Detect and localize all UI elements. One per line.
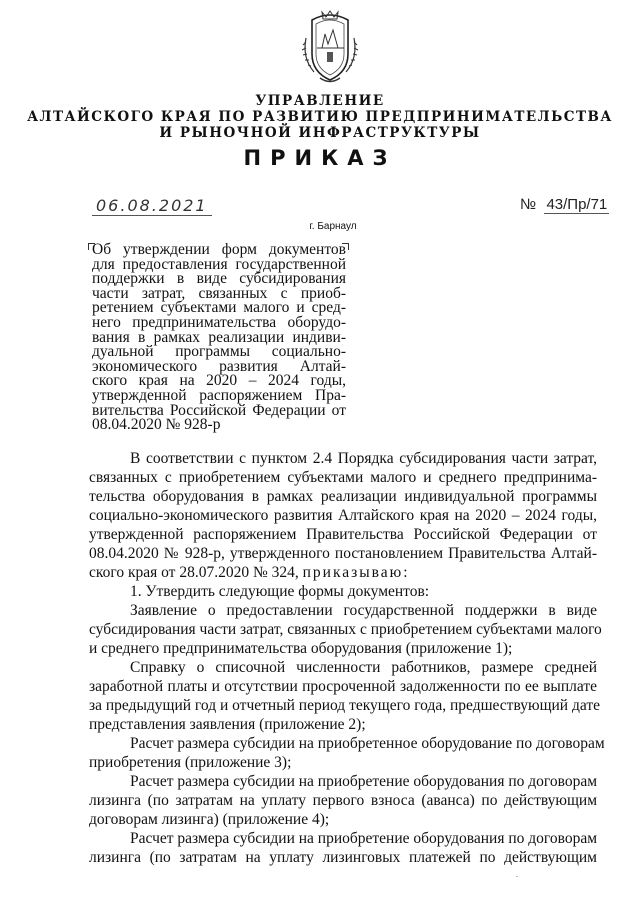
subject-line: утвержденной распоряжением Пра- bbox=[92, 386, 346, 404]
coat-of-arms-emblem bbox=[300, 8, 360, 88]
subject-line: части затрат, связанных с приоб- bbox=[92, 284, 346, 302]
agency-name-line-2: АЛТАЙСКОГО КРАЯ ПО РАЗВИТИЮ ПРЕДПРИНИМАТЕЛЬСТВА bbox=[27, 109, 613, 125]
subject-line: вительства Российской Федерации от bbox=[92, 401, 346, 419]
body-line: лизинга (по затратам на уплату лизинговых платежей по действующим bbox=[89, 849, 597, 866]
order-number bbox=[520, 196, 609, 213]
body-line: связанных с приобретением субъектами малого и среднего предпринима- bbox=[89, 469, 597, 486]
orders-word: приказываю bbox=[302, 564, 404, 581]
body-line: Расчет размера субсидии на приобретение оборудования по договорам bbox=[130, 830, 598, 847]
body-line: лизинга (по затратам на уплату первого взноса (аванса) по действующим bbox=[89, 792, 597, 809]
scan-speck bbox=[516, 876, 518, 877]
subject-line: дуальной программы социально- bbox=[92, 343, 346, 361]
subject-line: вания в рамках реализации индиви- bbox=[92, 328, 346, 346]
body-line: представления заявления (приложение 2); bbox=[89, 716, 366, 733]
body-text: : bbox=[403, 564, 408, 581]
subject-line: него предпринимательства оборудо- bbox=[92, 313, 346, 331]
body-line: 08.04.2020 № 928-р, утвержденного постановлением Правительства Алтай- bbox=[89, 545, 597, 562]
body-line: Расчет размера субсидии на приобретение оборудования по договорам bbox=[130, 773, 598, 790]
number-prefix: № bbox=[520, 196, 537, 213]
body-line: за предыдущий год и отчетный период текущего года, предшествующий дате bbox=[89, 697, 600, 714]
subject-block bbox=[92, 243, 346, 433]
order-body bbox=[89, 449, 605, 867]
number-value: 43/Пр/71 bbox=[546, 196, 608, 213]
body-line: Справку о списочной численности работников, размере средней bbox=[130, 659, 597, 676]
body-line bbox=[89, 563, 597, 582]
body-line: тельства оборудования в рамках реализации индивидуальной программы bbox=[89, 488, 597, 505]
body-line: утвержденной распоряжением Правительства Российской Федерации от bbox=[89, 526, 597, 543]
subject-line: ского края на 2020 – 2024 годы, bbox=[92, 372, 346, 390]
agency-name-line-3: И РЫНОЧНОЙ ИНФРАСТРУКТУРЫ bbox=[159, 125, 481, 141]
body-line: заработной платы и отсутствии просроченной задолженности по ее выплате bbox=[89, 678, 597, 695]
subject-line: экономического развития Алтай- bbox=[92, 357, 346, 375]
body-line: социально-экономического развития Алтайского края на 2020 – 2024 годы, bbox=[89, 507, 597, 524]
agency-name-line-1: УПРАВЛЕНИЕ bbox=[255, 93, 385, 109]
body-line: Заявление о предоставлении государственной поддержки в виде bbox=[130, 602, 597, 619]
body-line: 1. Утвердить следующие формы документов: bbox=[130, 583, 430, 600]
body-text: ского края от 28.07.2020 № 324, bbox=[89, 564, 303, 581]
order-date: 06.08.2021 bbox=[92, 196, 212, 216]
subject-line: для предоставления государственной bbox=[92, 255, 346, 273]
order-title: ПРИКАЗ bbox=[243, 146, 397, 170]
city: г. Барнаул bbox=[309, 221, 357, 232]
subject-line: Об утверждении форм документов bbox=[92, 241, 346, 258]
body-line: Расчет размера субсидии на приобретенное оборудование по договорам bbox=[130, 735, 605, 752]
body-line: субсидирования части затрат, связанных с приобретением субъектами малого bbox=[89, 621, 602, 638]
body-line: В соответствии с пунктом 2.4 Порядка субсидирования части затрат, bbox=[130, 450, 597, 467]
body-line: приобретения (приложение 3); bbox=[89, 754, 292, 771]
subject-line: поддержки в виде субсидирования bbox=[92, 270, 346, 288]
subject-line: ретением субъектами малого и сред- bbox=[92, 299, 346, 317]
subject-line: 08.04.2020 № 928-р bbox=[92, 416, 221, 434]
body-line: договорам лизинга) (приложение 4); bbox=[89, 811, 330, 828]
body-line: и среднего предпринимательства оборудования (приложение 1); bbox=[89, 640, 513, 657]
